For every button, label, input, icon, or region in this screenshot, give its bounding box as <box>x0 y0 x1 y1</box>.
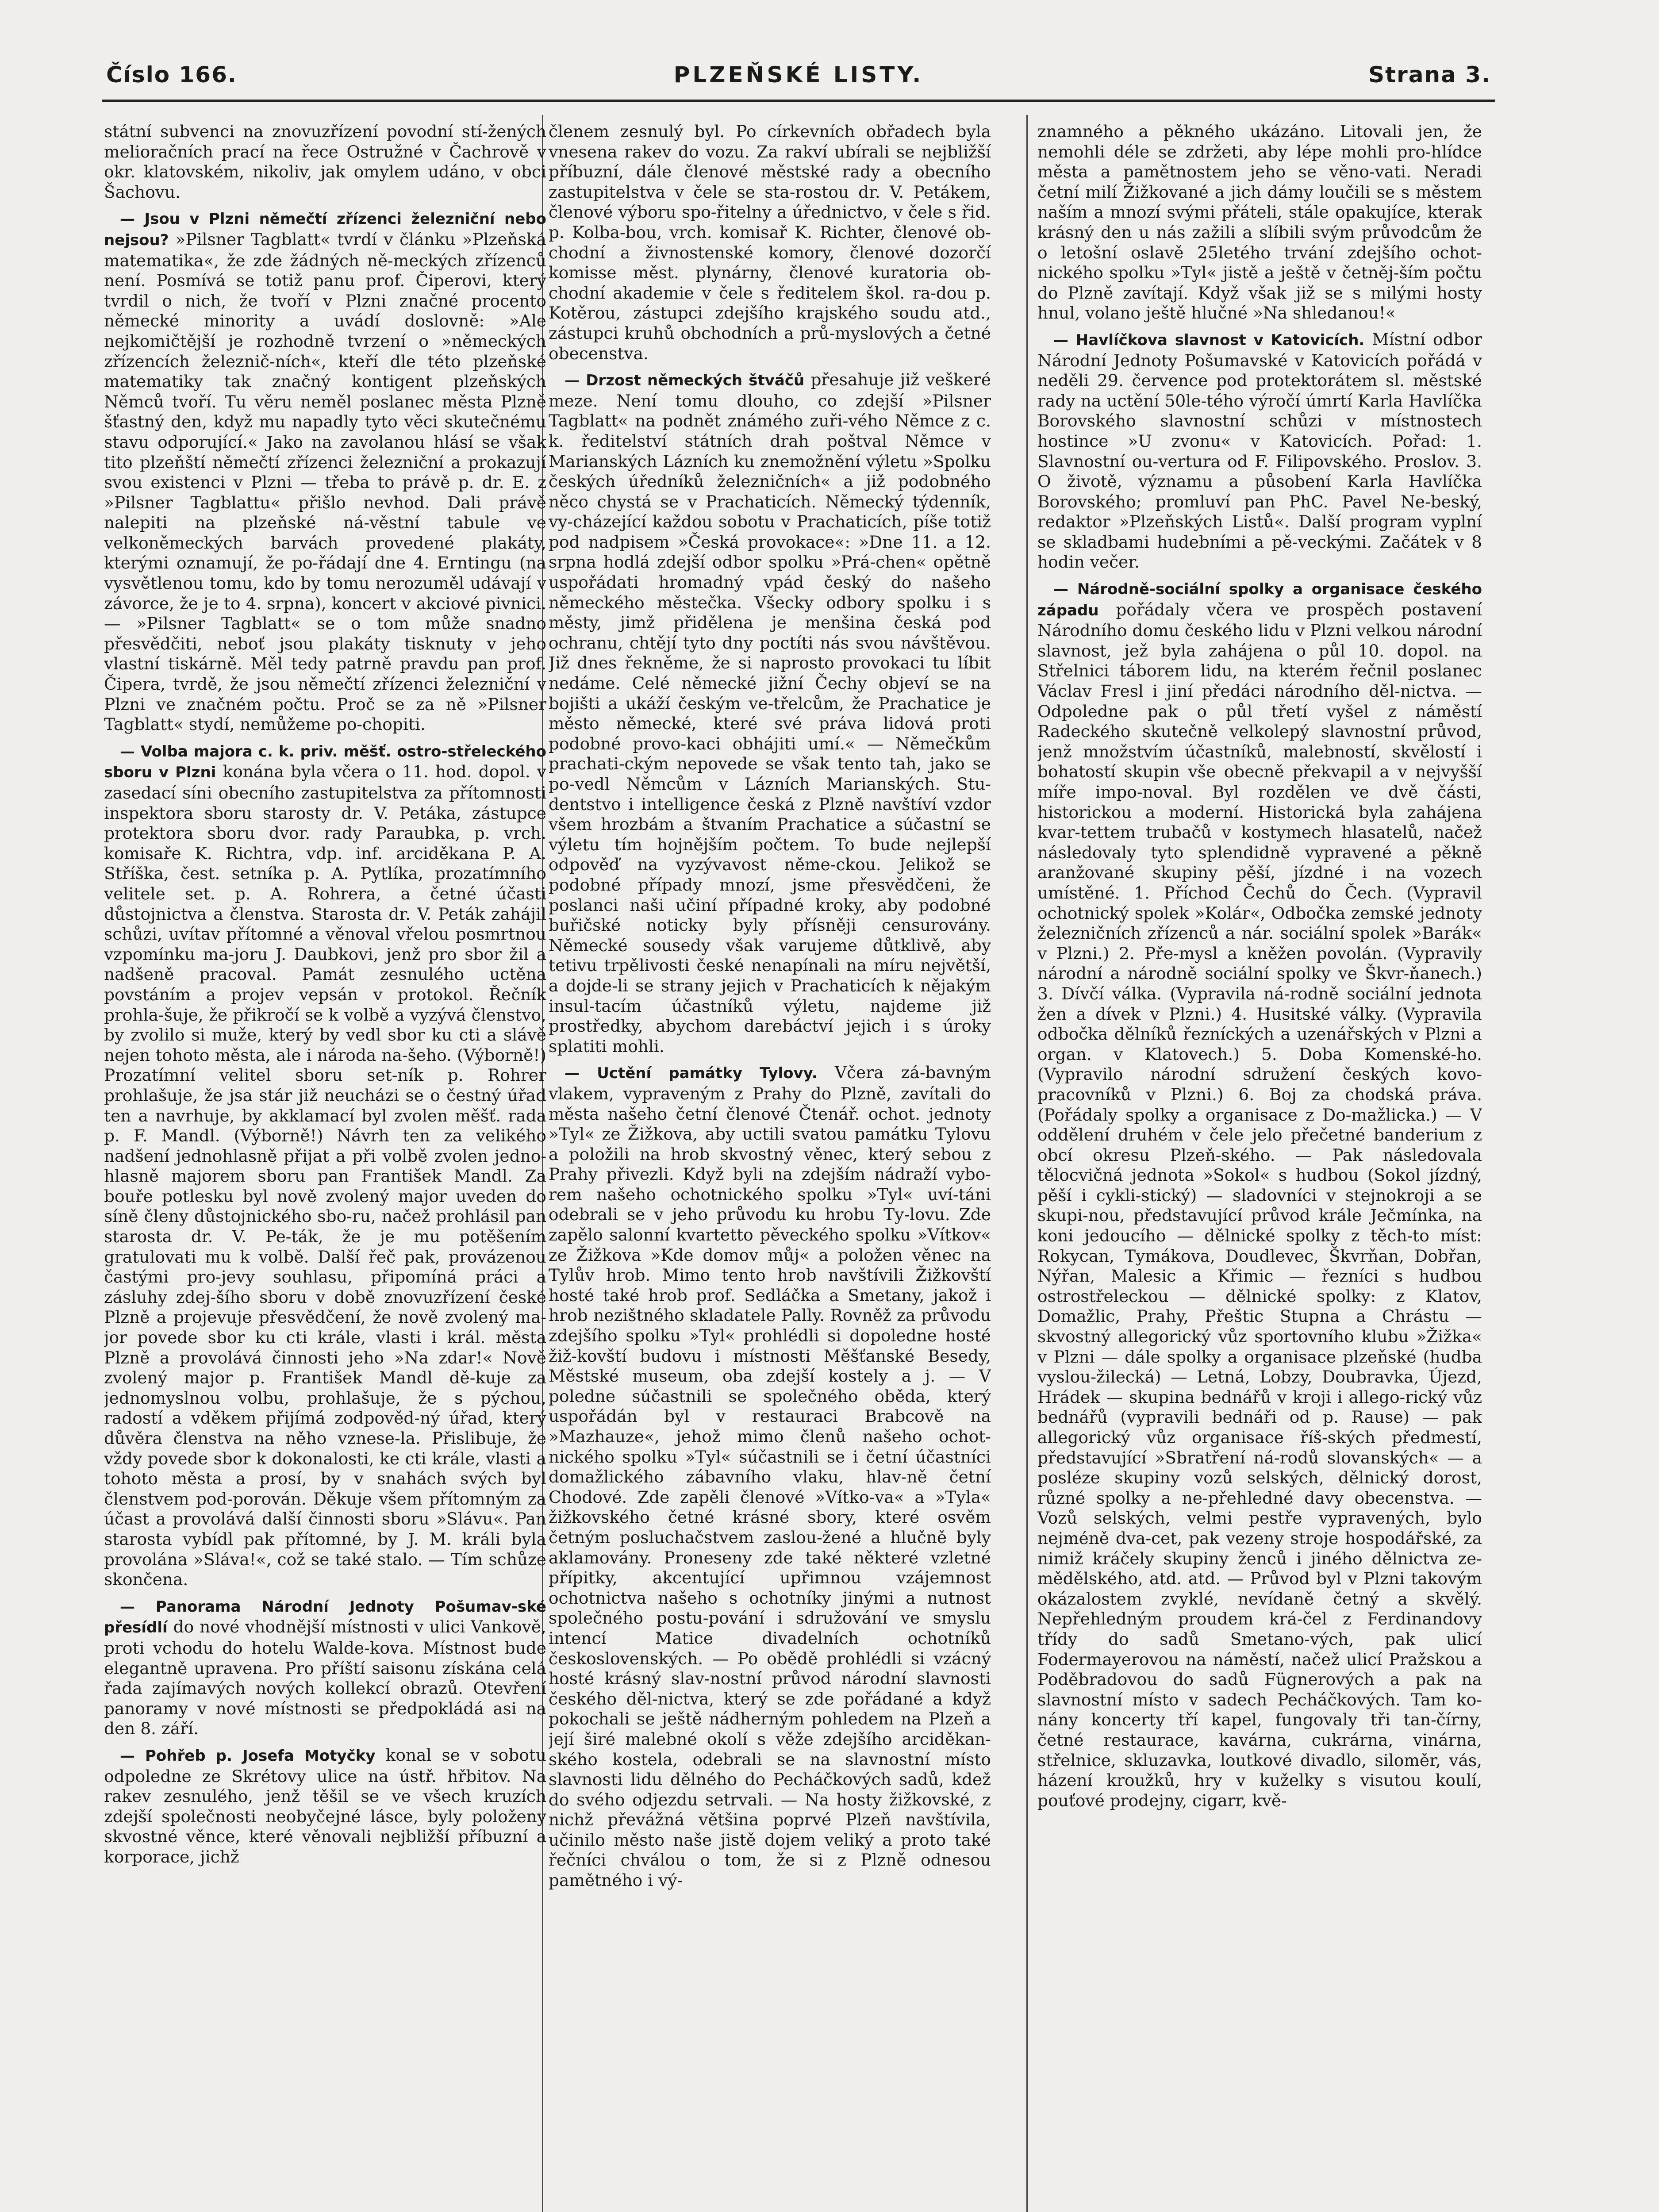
column-1 <box>104 122 546 2212</box>
article-headline: — Národně-sociální spolky a organisace českého západu <box>1037 580 1482 619</box>
article-headline: — Pohřeb p. Josefa Motyčky <box>120 1747 376 1765</box>
article-body: pořádaly včera ve prospěch postavení Národního domu českého lidu v Plzni velkou národní slavnost, jež byla zahájena o půl 10. dopol. na Střelnici táborem lidu, na kterém řečnil poslanec Václav Fresl i jiní předáci národního děl-nictva. — Odpoledne pak o půl třetí vyšel z náměstí Radeckého skutečně velkolepý slavnostní průvod, jenž množstvím účastníků, malebností, skvělostí i bohatostí skupin vše obecně překvapil a v nejvyšší míře impo-noval. Byl rozdělen ve dvě části, historickou a moderní. Historická byla zahájena kvar-tettem trubačů v kostymech hlasatelů, načež následovaly tyto splendidně vypravené a pěkně aranžované skupiny pěší, jízdné i na vozech umístěné. 1. Příchod Čechů do Čech. (Vypravil ochotnický spolek »Kolár«, Odbočka zemské jednoty železničních zřízenců a nár. sociální spolek »Barák« v Plzni.) 2. Pře-mysl a kněžen povolán. (Vypravily národní a národně sociální spolky ve Škvr-ňanech.) 3. Dívčí válka. (Vypravila ná-rodně sociální jednota žen a dívek v Plzni.) 4. Husitské války. (Vypravila odbočka dělníků řezníckých a uzenářských v Plzni a organ. v Klatovech.) 5. Doba Komenské-ho. (Vypravilo národní sdružení českých kovo-pracovníků v Plzni.) 6. Boj za chodská práva. (Pořádaly spolky a organisace z Do-mažlicka.) — V oddělení druhém v čele jelo přečetné banderium z obcí okresu Plzeň-ského. — Pak následovala tělocvičná jednota »Sokol« s hudbou (Sokol jízdný, pěší i cykli-stický) — sladovníci v stejnokroji a se skupi-nou, představující průvod krále Ječmínka, na koni jedoucího — dělnické spolky z těch-to míst: Rokycan, Tymákova, Doudlevec, Škvrňan, Dobřan, Nýřan, Malesic a Křimic — řezníci s hudbou ostrostřeleckou — dělnické spolky: z Klatov, Domažlic, Prahy, Přeštic Stupna a Chrástu — skvostný allegorický vůz sportovního klubu »Žižka« v Plzni — dále spolky a organisace plzeňské (hudba vyslou-žilecká) — Letná, Lobzy, Doubravka, Újezd, Hrádek — skupina bednářů v kroji i allego-rický vůz bednářů (vypravili bednáři od p. Rause) — pak allegorický vůz organisace říš-ských předmestí, představující »Sbratření ná-rodů slovanských« — a posléze skupiny vozů selských, dělnický dorost, různé spolky a ne-přehledné davy obecenstva. — Vozů selských, velmi pestře vypravených, bylo nejméně dva-cet, pak vezeny stroje hospodářské, za nimiž kráčely skupiny ženců i jiného dělnictva ze-mědělského, atd. atd. — Průvod byl v Plzni takovým okázalostem zvyklé, nevídaně četný a skvělý. Nepřehledným proudem krá-čel z Ferdinandovy třídy do sadů Smetano-vých, pak ulicí Fodermayerovou na náměstí, načež ulicí Pražskou a Poděbradovou do sadů Fügnerových a pak na slavnostní místo v sadech Pecháčkových. Tam ko-nány koncerty tří kapel, fungovaly tři tan-čírny, četné restaurace, kavárna, cukrárna, vinárna, střelnice, skluzavka, loutkové divadlo, siloměr, vás, házení kroužků, hry v kuželky s visutou koulí, pouťové prodejny, cigarr, kvě- <box>1037 599 1482 1810</box>
article <box>104 1745 546 1867</box>
header-rule <box>102 100 1495 102</box>
article-headline: — Uctění památky Tylovy. <box>565 1064 818 1083</box>
article-continuation <box>549 122 991 364</box>
article-body: členem zesnulý byl. Po církevních obřadech byla vnesena rakev do vozu. Za rakví ubírali se nejbližší příbuzní, dále členové městské rady a obecního zastupitelstva v čele se sta-rostou dr. V. Petákem, členové výboru spo-řitelny a úřednictvo, v čele s řid. p. Kolba-bou, vrch. komisař K. Richter, členové ob-chodní a živnostenské komory, členové dozorčí komisse měst. plynárny, členové kuratoria ob-chodní akademie v čele s ředitelem škol. ra-dou p. Kotěrou, zástupci zdejšího krajského soudu atd., zástupci kruhů obchodních a prů-myslových a četné obecenstva. <box>549 122 991 363</box>
article-headline: — Havlíčkova slavnost v Katovicích. <box>1053 331 1365 349</box>
article-body: přesahuje již veškeré meze. Není tomu dlouho, co zdejší »Pilsner Tagblatt« na podnět známého zuři-vého Němce z c. k. ředitelství státních drah poštval Němce v Marianských Lázních ku znemožnění výletu »Spolku českých úředníků železničních« a již podobného něco chystá se v Prachaticích. Německý týdenník, vy-cházející každou sobotu v Prachaticích, píše totiž pod nadpisem »Česká provokace«: »Dne 11. a 12. srpna hodlá zdejší odbor spolku »Prá-chen« opětně uspořádati hromadný vpád český do našeho německého městečka. Všecky odbory spolku i s městy, jimž přidělena je menšina česká pod ochranu, chtějí tyto dny poctíti nás svou návštěvou. Již dnes řekněme, že si naprosto provokaci tu líbit nedáme. Celé německé jižní Čechy objeví se na bojišti a ukáží českým ve-třelcům, že Prachatice je město německé, které své práva lidová proti podobné provo-kaci obhájiti umí.« — Němečkům prachati-ckým nepovede se však tento tah, jako se po-vedl Němcům v Lázních Marianských. Stu-dentstvo i intelligence česká z Plzně navštíví vzdor všem hrozbám a štvaním Prachatice a súčastní se výletu tím hojnějším počtem. To bude nejlepší odpověď na vyzývavost něme-ckou. Jelikož se podobné případy mnozí, jsme přesvědčeni, že poslanci naši učiní případné kroky, aby podobné buřičské noticky byly přísněji censurovány. Německé sousedy však varujeme důtklivě, aby tetivu trpělivosti české nenapínali na míru největší, a dojde-li se strany jejich v Prachaticích k nějakým insul-tacím účastníků výletu, najdeme již prostředky, abychom darebáctví jejich i s úroky splatiti mohli. <box>549 370 991 1056</box>
article <box>104 741 546 1590</box>
issue-number: Číslo 166. <box>106 62 237 88</box>
article-body: konal se v sobotu odpoledne ze Skrétovy ulice na ústř. hřbitov. Na rakev zesnulého, jenž těšil se ve všech kruzích zdejší společnosti neobyčejné lásce, byly položeny skvostné věnce, které věnovali nejbližší příbuzní a korporace, jichž <box>104 1745 546 1866</box>
article-body: Včera zá-bavným vlakem, vypraveným z Prahy do Plzně, zavítali do města našeho četní členové Čtenář. ochot. jednoty »Tyl« ze Žižkova, aby uctili svatou památku Tylovu a položili na hrob skvostný věnec, který sebou z Prahy přivezli. Když byli na zdejším nádraží vybo-rem našeho ochotnického spolku »Tyl« uví-táni odebrali se v jeho průvodu ku hrobu Ty-lovu. Zde zapělo salonní kvartetto pěveckého spolku »Vítkov« ze Žižkova »Kde domov můj« a položen věnec na Tylův hrob. Mimo tento hrob navštívili Žižkovští hosté také hrob prof. Sedláčka a Smetany, jakož i hrob nezištného skladatele Pally. Rovněž za průvodu zdejšího spolku »Tyl« prohlédli si dopoledne hosté žiž-kovští budovu i místnosti Měšťanské Besedy, Městské museum, oba zdejší kostely a j. — V poledne súčastnili se společného oběda, který uspořádán byl v restauraci Brabcově na »Mazhauze«, jehož mimo členů našeho ochot-nického spolku »Tyl« súčastnili se i četní účastníci domažlického zábavního vlaku, hlav-ně četní Chodové. Zde zapěli členové »Vítko-va« a »Tyla« žižkovského četné krásné sbory, které osvěm četným posluchačstvem zaslou-žené a hlučně byly aklamovány. Proneseny zde také některé vzletné přípitky, akcentující upřimnou vzájemnost ochotnictva našeho s ochotníky jinými a nutnost společného postu-pování i sdružování ve smyslu intencí Matice divadelních ochotníků československých. — Po obědě prohlédli si vzácný hosté krásný slav-nostní průvod národní slavnosti českého děl-nictva, který se zde pořádané a když pokochali se ještě nádherným pohledem na Plzeň a její širé malebné okolí s věže zdejšího arciděkan-ského kostela, odebrali se na slavnostní místo slavnosti lidu dělného do Pecháčkových sadů, kdež do svého odjezdu setrvali. — Na hosty žižkovské, z nichž převážná většina poprvé Plzeň navštívila, učinilo město naše jistě dojem veliký a proto také řečníci chválou o tom, že si z Plzně odnesou pamětného i vý- <box>549 1063 991 1890</box>
article-continuation <box>1037 122 1482 323</box>
article <box>1037 579 1482 1811</box>
page-number: Strana 3. <box>1368 62 1491 88</box>
article-headline: — Panorama Národní Jednoty Pošumav-ské přesídlí <box>104 1598 546 1637</box>
newspaper-title: PLZEŇSKÉ LISTY. <box>673 62 924 88</box>
article-continuation <box>104 122 546 202</box>
article-body: konána byla včera o 11. hod. dopol. v zasedací síni obecního zastupitelstva za přítomnosti inspektora sboru starosty dr. V. Petáka, zástupce protektora sboru dvor. rady Paraubka, p. vrch. komisaře K. Richtra, vdp. inf. arciděkana P. A. Stříška, čest. setníka p. A. Pytlíka, prozatímního velitele set. p. A. Rohrera, a četné účasti důstojnictva a členstva. Starosta dr. V. Peták zahájil schůzi, uvítav přítomné a věnoval vřelou posmrtnou vzpomínku ma-joru J. Daubkovi, jenž pro sbor žil a nadšeně pracoval. Památ zesnulého uctěna povstáním a projev vepsán v protokol. Řečník prohla-šuje, že přikročí se k volbě a vyzývá členstvo, by zvolilo si muže, který by vedl sbor ku cti a slávě nejen tohoto města, ale i národa na-šeho. (Výborně!) Prozatímní velitel sboru set-ník p. Rohrer prohlašuje, že jsa stár již neucházi se o čestný úřad ten a navrhuje, by akklamací byl zvolen měšť. rada p. F. Mandl. (Výborně!) Návrh ten za velikého nadšení jednohlasně přijat a při volbě zvolen jedno-hlasně majorem sboru pan František Mandl. Za bouře potlesku byl nově zvolený major uveden do síně členy důstojnického sbo-ru, načež prohlásil pan starosta dr. V. Pe-ták, že je mu potěšením gratulovati mu k volbě. Další řeč pak, provázenou častými pro-jevy souhlasu, připomíná práci a zásluhy zdej-šího sboru v době znovuzřízení české Plzně a projevuje přesvědčení, že nově zvolený ma-jor povede sbor ku cti krále, vlasti i král. města Plzně a provolává činnosti jeho »Na zdar!« Nově zvolený major p. František Mandl dě-kuje za jednomyslnou volbu, prohlašuje, že s pýchou, radostí a vděkem přijímá zodpověd-ný úřad, který důvěra členstva na něho vznese-la. Přislibuje, že vždy povede sbor k dokonalosti, ke cti krále, vlasti a tohoto města a prosí, by v snahách svých byl členstvem pod-porován. Děkuje všem přítomným za účast a provolává další činnosti sboru »Slávu«. Pan starosta vybídl pak přítomné, by J. M. králi byla provolána »Sláva!«, což se také stalo. — Tím schůze skončena. <box>104 762 546 1590</box>
column-divider <box>1026 115 1028 2212</box>
article-headline: — Volba majora c. k. priv. měšť. ostro-střeleckého sboru v Plzni <box>104 742 546 782</box>
article-headline: — Jsou v Plzni němečtí zřízenci železniční nebo nejsou? <box>104 210 546 249</box>
column-2 <box>549 122 991 2212</box>
article-body: znamného a pěkného ukázáno. Litovali jen, že nemohli déle se zdržeti, aby lépe mohli pro-hlídce města a pamětnostem jeho se věno-vati. Neradi četní milí Žižkované a jich dámy loučili se s městem naším a mnozí svými přáteli, stále opakujíce, kterak krásný den u nás zažili a slíbili svým průvodcům že o letošní oslavě 25letého trvání zdejšího ochot-nického spolku »Tyl« jistě a ještě v četněj-ším počtu do Plzně zavítají. Když však již se s milými hosty hnul, volano ještě hlučné »Na shledanou!« <box>1037 122 1482 323</box>
article <box>549 1063 991 1890</box>
article <box>549 370 991 1056</box>
page-header <box>106 62 1491 97</box>
article-body: Místní odbor Národní Jednoty Pošumavské v Katovicích pořádá v neděli 29. července pod protektorátem sl. městské rady na uctění 50le-tého výročí úmrtí Karla Havlíčka Borovského slavnostní schůzi v místnostech hostince »U zvonu« v Katovicích. Pořad: 1. Slavnostní ou-vertura od F. Filipovského. Proslov. 3. O životě, významu a působení Karla Havlíčka Borovského; promluví pan PhC. Pavel Ne-beský, redaktor »Plzeňských Listů«. Další program vyplní se skladbami hudebními a pě-veckými. Začátek v 8 hodin večer. <box>1037 329 1482 572</box>
column-3 <box>1037 122 1482 2212</box>
article-headline: — Drzost německých štváčů <box>565 372 805 390</box>
article-body: do nové vhodnější místnosti v ulici Vankově, proti vchodu do hotelu Walde-kova. Místnost bude elegantně upravena. Pro příští saisonu získána celá řada zajímavých nových kollekcí obrazů. Otevření panoramy v nové místnosti se předpokládá asi na den 8. září. <box>104 1617 546 1739</box>
article-body: státní subvenci na znovuzřízení povodní stí-žených melioračních prací na řece Ostružné v Čachrově v okr. klatovském, nikoliv, jak omylem udáno, v obci Šachovu. <box>104 122 546 202</box>
article <box>104 208 546 734</box>
article <box>1037 330 1482 572</box>
article <box>104 1596 546 1739</box>
article-body: »Pilsner Tagblatt« tvrdí v článku »Plzeňská matematika«, že zde žádných ně-meckých zřízenců není. Posmívá se totiž panu prof. Čiperovi, který tvrdil o nich, že tvoří v Plzni značné procento německé minority a uvádí doslovně: »Ale nejkomičtější je rozhodně tvrzení o »německých zřízencích železnič-ních«, kteří dle této plzeňské matematiky tak značný kontigent plzeňských Němců tvoří. Tu věru neměl poslanec města Plzně šťastný den, když mu napadly tyto věci skutečnému stavu odporující.« Jako na zavolanou hlásí se však tito plzeňští němečtí zřízenci železniční a prokazují svou existenci v Plzni — třeba to právě p. dr. E. z »Pilsner Tagblattu« přišlo nevhod. Dali právě nalepiti na plzeňské ná-věstní tabule ve velkoněmeckých barvách provedené plakáty, kterými oznamují, že po-řádají dne 4. Erntingu (na vysvětlenou tomu, kdo by tomu nerozuměl udávají v závorce, že je to 4. srpna), koncert v akciové pivnici. — »Pilsner Tagblatt« se o tom může snadno přesvědčiti, neboť jsou plakáty tisknuty v jeho vlastní tiskárně. Měl tedy patrně pravdu pan prof. Čipera, tvrdě, že jsou němečtí zřízenci železniční v Plzni ve značném počtu. Proč se za ně »Pilsner Tagblatt« stydí, nemůžeme po-chopiti. <box>104 229 546 734</box>
